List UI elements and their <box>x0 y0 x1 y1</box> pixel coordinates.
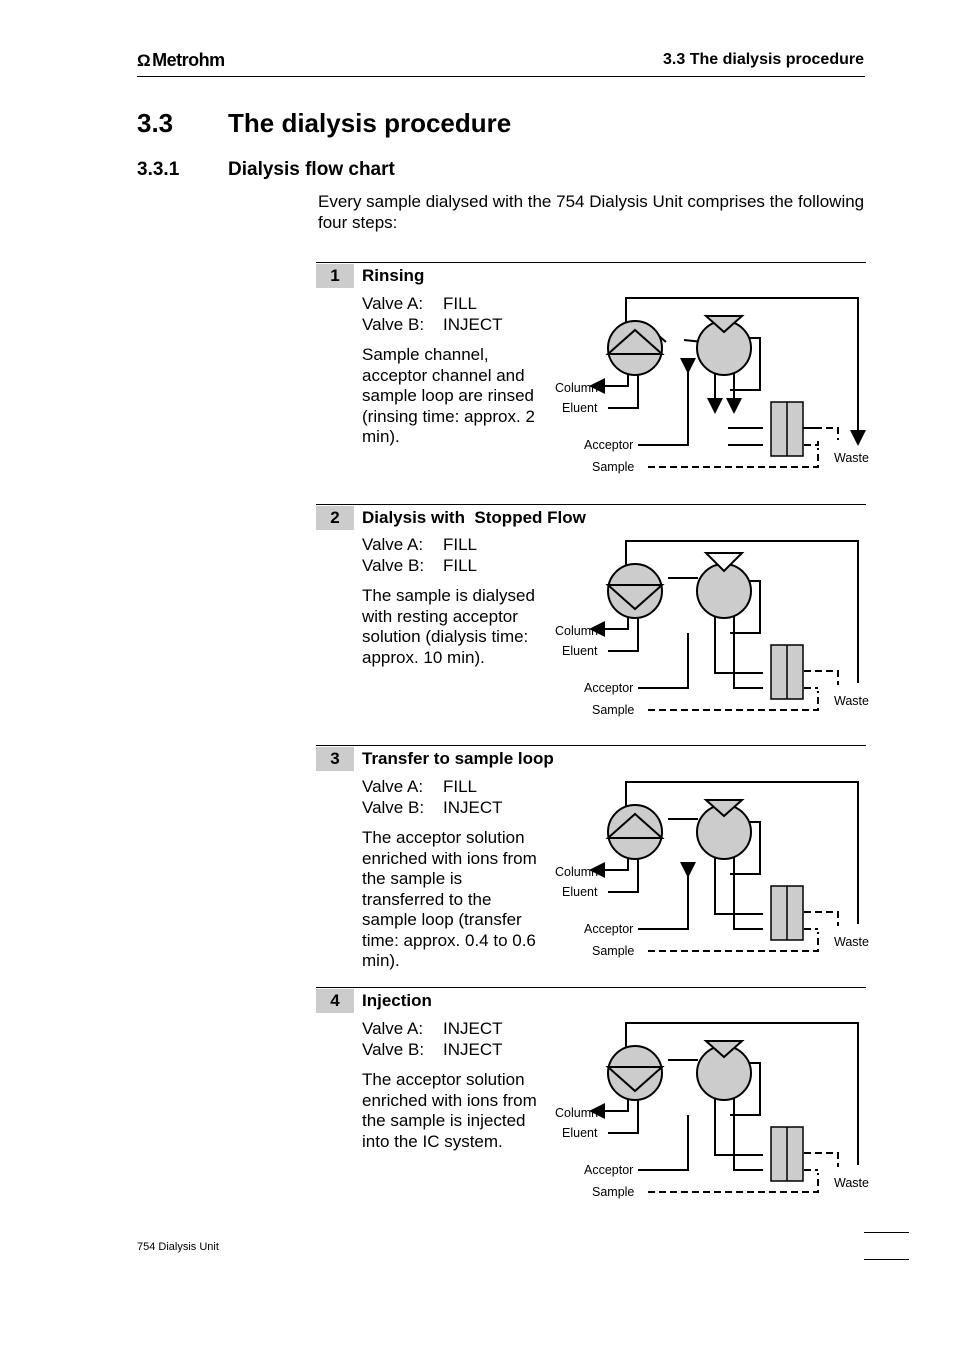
acceptor-label: Acceptor <box>584 438 634 452</box>
subsection-number: 3.3.1 <box>137 159 180 180</box>
flow-diagram-dialysis <box>548 533 878 723</box>
valve-b-value: INJECT <box>443 314 503 334</box>
waste-label: Waste <box>834 694 869 708</box>
waste-label: Waste <box>834 451 869 465</box>
valve-a-value: INJECT <box>443 1019 503 1038</box>
column-label: Column <box>555 624 599 638</box>
footer-rule-top <box>864 1232 909 1233</box>
flow-diagram-rinsing <box>548 290 878 480</box>
acceptor-label: Acceptor <box>584 681 634 695</box>
valve-settings <box>362 294 503 335</box>
eluent-label: Eluent <box>562 644 598 658</box>
valve-b-label: Valve B: <box>362 314 425 334</box>
valve-a-label: Valve A: <box>362 1019 424 1038</box>
logo-text: Metrohm <box>152 50 225 70</box>
valve-a-value: FILL <box>443 777 478 796</box>
step-description: Sample channel, acceptor channel and sample loop are rinsed (rinsing time: approx. 2 min). <box>362 345 535 446</box>
header-divider <box>137 76 865 77</box>
acceptor-label: Acceptor <box>584 1163 634 1177</box>
valve-a-label: Valve A: <box>362 777 424 796</box>
eluent-label: Eluent <box>562 401 598 415</box>
step-description: The sample is dialysed with resting acceptor solution (dialysis time: approx. 10 min). <box>362 586 535 667</box>
step-divider <box>316 987 866 988</box>
step-number-badge: 1 <box>316 264 354 288</box>
intro-paragraph: Every sample dialysed with the 754 Dialysis Unit comprises the following four steps: <box>318 192 865 232</box>
step-divider <box>316 745 866 746</box>
valve-a-label: Valve A: <box>362 535 424 554</box>
section-title: The dialysis procedure <box>228 108 512 138</box>
sample-label: Sample <box>592 703 635 717</box>
column-label: Column <box>555 381 599 395</box>
valve-a-value: FILL <box>443 294 478 313</box>
valve-b-value: FILL <box>443 555 478 575</box>
flow-diagram-transfer <box>548 774 878 964</box>
eluent-label: Eluent <box>562 1126 598 1140</box>
step-title: Dialysis with Stopped Flow <box>362 508 586 527</box>
valve-settings <box>362 1019 503 1060</box>
waste-label: Waste <box>834 1176 869 1190</box>
step-number-badge: 4 <box>316 989 354 1013</box>
valve-a-value: FILL <box>443 535 478 554</box>
valve-b-label: Valve B: <box>362 555 425 575</box>
step-divider <box>316 504 866 505</box>
footer-rule-bottom <box>864 1259 909 1260</box>
running-header: 3.3 The dialysis procedure <box>663 51 864 68</box>
step-title: Rinsing <box>362 266 425 285</box>
valve-a-label: Valve A: <box>362 294 424 313</box>
column-label: Column <box>555 865 599 879</box>
flow-diagram-injection <box>548 1015 878 1205</box>
column-label: Column <box>555 1106 599 1120</box>
section-number: 3.3 <box>137 108 174 138</box>
step-number-badge: 2 <box>316 506 354 530</box>
step-number-badge: 3 <box>316 747 354 771</box>
metrohm-logo <box>137 50 225 71</box>
footer-product-name: 754 Dialysis Unit <box>137 1241 219 1253</box>
sample-label: Sample <box>592 1185 635 1199</box>
valve-b-label: Valve B: <box>362 1039 425 1059</box>
waste-label: Waste <box>834 935 869 949</box>
omega-logo-icon: Ω <box>137 51 151 70</box>
eluent-label: Eluent <box>562 885 598 899</box>
valve-b-value: INJECT <box>443 797 503 817</box>
step-title: Injection <box>362 991 432 1010</box>
sample-label: Sample <box>592 944 635 958</box>
step-divider <box>316 262 866 263</box>
subsection-title: Dialysis flow chart <box>228 159 395 180</box>
step-description: The acceptor solution enriched with ions from the sample is transferred to the sample loop (transfer time: approx. 0.4 to 0.6 min). <box>362 828 537 970</box>
step-description: The acceptor solution enriched with ions from the sample is injected into the IC system. <box>362 1070 537 1151</box>
valve-settings <box>362 777 503 818</box>
valve-settings <box>362 535 477 576</box>
sample-label: Sample <box>592 460 635 474</box>
valve-b-label: Valve B: <box>362 797 425 817</box>
step-title: Transfer to sample loop <box>362 749 554 768</box>
valve-b-value: INJECT <box>443 1039 503 1059</box>
acceptor-label: Acceptor <box>584 922 634 936</box>
